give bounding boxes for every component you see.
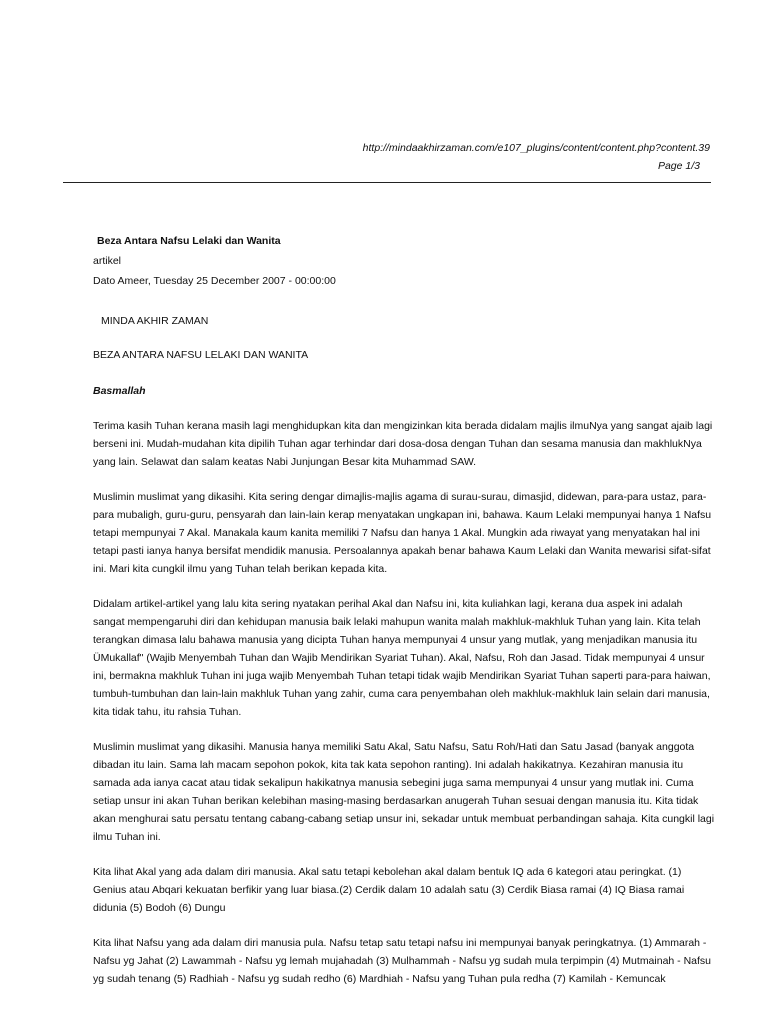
paragraph: Terima kasih Tuhan kerana masih lagi menghidupkan kita dan mengizinkan kita berada didalam majlis ilmuNya yang sangat ajaib lagi berseni ini. Mudah-mudahan kita dipilih Tuhan agar terhindar dari dosa-dosa dengan Tuhan dan sesama manusia dan makhlukNya yang lain. Selawat dan salam keatas Nabi Junjungan Besar kita Muhammad SAW.	[93, 420, 713, 468]
source-url: http://mindaakhirzaman.com/e107_plugins/content/content.php?content.39	[362, 142, 710, 154]
paragraph: Muslimin muslimat yang dikasihi. Manusia hanya memiliki Satu Akal, Satu Nafsu, Satu Roh/Hati dan Satu Jasad (banyak anggota dibadan itu lain. Sama lah macam sepohon pokok, kita tak kata sepohon ranting). Ini adalah hakikatnya. Kezahiran manusia itu samada ada ianya cacat atau tidak sekalipun hakikatnya manusia sebegini juga sama mempunyai 4 unsur yang mutlak ini. Cuma setiap unsur ini akan Tuhan berikan kelebihan masing-masing berdasarkan anugerah Tuhan sesuai dengan manusia itu. Kita tidak akan menghurai satu persatu tentang cabang-cabang setiap unsur ini, sekadar untuk membuat perbandingan sahaja. Kita cungkil lagi ilmu Tuhan ini.	[93, 741, 715, 843]
paragraph: Kita lihat Akal yang ada dalam diri manusia. Akal satu tetapi kebolehan akal dalam bentuk IQ ada 6 kategori atau peringkat. (1) Genius atau Abqari kekuatan berfikir yang luar biasa.(2) Cerdik dalam 10 adalah satu (3) Cerdik Biasa ramai (4) IQ Biasa ramai didunia (5) Bodoh (6) Dungu	[93, 866, 685, 914]
page-number: Page 1/3	[657, 160, 700, 172]
basmallah-heading: Basmallah	[93, 385, 146, 397]
article-kind: artikel	[93, 255, 122, 267]
paragraph: Didalam artikel-artikel yang lalu kita sering nyatakan perihal Akal dan Nafsu ini, kita kuliahkan lagi, kerana dua aspek ini adalah sangat mempengaruhi diri dan kehidupan manusia baik lelaki mahupun wanita malah makhluk-makhluk Tuhan yang lain. Kita telah terangkan dimasa lalu bahawa manusia yang dicipta Tuhan hanya mempunyai 4 unsur yang mutlak, yang menjadikan manusia itu ÜMukallaf" (Wajib Menyembah Tuhan dan Wajib Mendirikan Syariat Tuhan). Akal, Nafsu, Roh dan Jasad. Tidak mempunyai 4 unsur ini, bermakna makhluk Tuhan ini juga wajib Menyembah Tuhan tetapi tidak wajib Mendirikan Syariat Tuhan saperti para-para haiwan, tumbuh-tumbuhan dan lain-lain makhluk Tuhan yang zahir, cuma cara penyembahan oleh makhluk-makhluk lain selain dari manusia, kita tidak tahu, itu rahsia Tuhan.	[93, 598, 711, 718]
paragraph: Kita lihat Nafsu yang ada dalam diri manusia pula. Nafsu tetap satu tetapi nafsu ini mempunyai banyak peringkatnya. (1) Ammarah - Nafsu yg Jahat (2) Lawammah - Nafsu yg lemah mujahadah (3) Mulhammah - Nafsu yg sudah mula terpimpin (4) Mutmainah - Nafsu yg sudah tenang (5) Radhiah - Nafsu yg sudah redho (6) Mardhiah - Nafsu yang Tuhan pula redha (7) Kamilah - Kemuncak	[93, 937, 712, 985]
article-title: Beza Antara Nafsu Lelaki dan Wanita	[97, 235, 281, 247]
paragraph: Muslimin muslimat yang dikasihi. Kita sering dengar dimajlis-majlis agama di surau-surau, dimasjid, didewan, para-para ustaz, para-para mubaligh, guru-guru, pensyarah dan lain-lain kerap menyatakan ungkapan ini, bahawa. Kaum Lelaki mempunyai hanya 1 Nafsu tetapi mempunyai 7 Akal. Manakala kaum kanita memiliki 7 Nafsu dan hanya 1 Akal. Mungkin ada riwayat yang menyatakan hal ini tetapi pasti ianya hanya bersifat mendidik manusia. Persoalannya apakah benar bahawa Kaum Lelaki dan Wanita mewarisi sifat-sifat ini. Mari kita cungkil ilmu yang Tuhan telah berikan kepada kita.	[93, 491, 712, 575]
article-byline: Dato Ameer, Tuesday 25 December 2007 - 00:00:00	[93, 275, 336, 287]
header-rule	[63, 182, 711, 183]
article-heading: BEZA ANTARA NAFSU LELAKI DAN WANITA	[93, 349, 309, 361]
article-body	[93, 232, 715, 988]
site-name: MINDA AKHIR ZAMAN	[101, 315, 209, 327]
